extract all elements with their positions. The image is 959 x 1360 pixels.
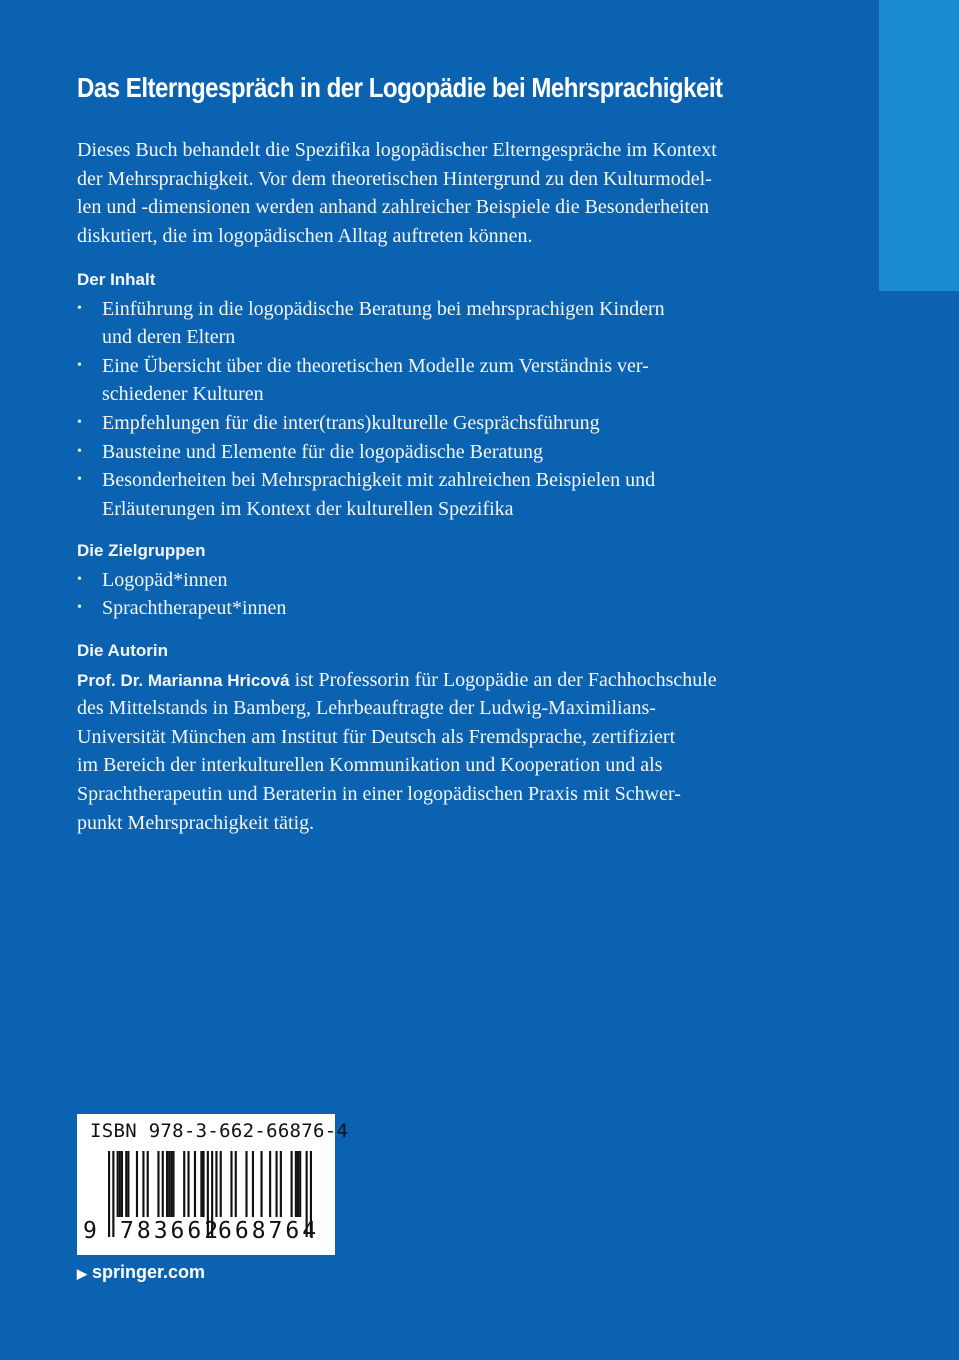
author-line: des Mittelstands in Bamberg, Lehrbeauftragte der Ludwig-Maximilians- [77,697,656,720]
author-text: ist Professorin für Logopädie an der Fachhochschule [289,668,717,691]
bullet-item [77,409,665,438]
book-title: Das Elterngespräch in der Logopädie bei Mehrsprachigkeit [77,72,723,103]
bullet-icon: • [77,414,82,430]
bullet-item [77,295,665,352]
bullet-text: und deren Eltern [102,326,236,349]
barcode-bar [260,1151,262,1217]
isbn-barcode [77,1114,349,1255]
author-line [77,666,717,695]
barcode-bar [252,1151,254,1217]
barcode-bar [125,1151,127,1217]
author-line: punkt Mehrsprachigkeit tätig. [77,811,315,834]
author-heading: Die Autorin [77,641,168,660]
barcode-bar [142,1151,144,1217]
barcode-bar [183,1151,185,1217]
barcode-bar [200,1151,202,1217]
barcode-bar [121,1151,123,1217]
barcode-bar [136,1151,138,1217]
author-section [77,637,717,837]
intro-line: der Mehrsprachigkeit. Vor dem theoretischen Hintergrund zu den Kulturmodel- [77,167,712,190]
arrow-right-icon: ▶ [77,1266,87,1281]
barcode-bar [166,1151,168,1217]
bullet-item [77,566,286,595]
barcode-bar [235,1151,237,1217]
accent-strip [879,0,959,291]
barcode-bar [245,1151,247,1217]
barcode-bar [215,1151,217,1217]
barcode-bar [202,1151,204,1217]
barcode-bar [157,1151,159,1217]
barcode-left-digits: 783662 [120,1218,222,1244]
barcode-bar [295,1151,297,1217]
barcode-bar [220,1151,222,1217]
publisher-link[interactable] [77,1262,205,1283]
bullet-item [77,594,286,623]
bullet-text: Empfehlungen für die inter(trans)kulturelle Gesprächsführung [102,411,600,434]
publisher-link-text: springer.com [92,1262,206,1282]
barcode-first-digit: 9 [83,1218,100,1244]
bullet-icon: • [77,600,82,616]
bullet-icon: • [77,472,82,488]
audience-heading: Die Zielgruppen [77,541,206,560]
barcode-bar [127,1151,129,1217]
audience-section [77,537,286,623]
bullet-icon: • [77,357,82,373]
barcode-bar [299,1151,301,1217]
barcode-bar [117,1151,119,1217]
bullet-text: Erläuterungen im Kontext der kulturellen Spezifika [102,497,514,520]
barcode-bar [108,1151,110,1237]
barcode-right-digits: 668764 [218,1218,320,1244]
bullet-text: Bausteine und Elemente für die logopädische Beratung [102,440,543,463]
bullet-text: Logopäd*innen [102,568,228,591]
author-name: Prof. Dr. Marianna Hricová [77,670,290,690]
bullet-text: Besonderheiten bei Mehrsprachigkeit mit zahlreichen Beispielen und [102,469,656,492]
barcode-bar [172,1151,174,1217]
barcode-bar [297,1151,299,1217]
intro-line: diskutiert, die im logopädischen Alltag auftreten können. [77,224,533,247]
author-line: Universität München am Institut für Deutsch als Fremdsprache, zertifiziert [77,725,676,748]
bullet-text: Eine Übersicht über die theoretischen Modelle zum Verständnis ver- [102,354,649,377]
barcode-bar [194,1151,196,1217]
barcode-bar [170,1151,172,1217]
author-line: Sprachtherapeutin und Beraterin in einer logopädischen Praxis mit Schwer- [77,782,681,805]
bullet-text: Sprachtherapeut*innen [102,597,287,620]
bullet-item [77,352,665,409]
bullet-item [77,438,665,467]
author-line: im Bereich der interkulturellen Kommunikation und Kooperation und als [77,754,663,777]
barcode-bar [147,1151,149,1217]
isbn-label: ISBN 978-3-662-66876-4 [90,1120,349,1142]
bullet-icon: • [77,443,82,459]
intro-line: len und -dimensionen werden anhand zahlreicher Beispiele die Besonderheiten [77,196,709,219]
barcode-bar [275,1151,277,1217]
bullet-item [77,466,665,523]
intro-paragraph [77,136,717,250]
intro-line: Dieses Buch behandelt die Spezifika logopädischer Elterngespräche im Kontext [77,139,717,161]
barcode-bar [230,1151,232,1217]
barcode-bar [162,1151,164,1217]
barcode-bar [291,1151,293,1217]
barcode-bar [168,1151,170,1217]
bullet-text: schiedener Kulturen [102,383,264,406]
content-section [77,266,665,523]
bullet-text: Einführung in die logopädische Beratung bei mehrsprachigen Kindern [102,297,665,320]
barcode-bar [112,1151,114,1237]
barcode-bar [269,1151,271,1217]
barcode-bar [187,1151,189,1217]
barcode-bar [280,1151,282,1217]
bullet-icon: • [77,571,82,587]
content-heading: Der Inhalt [77,270,156,289]
barcode-bar [119,1151,121,1217]
bullet-icon: • [77,300,82,316]
